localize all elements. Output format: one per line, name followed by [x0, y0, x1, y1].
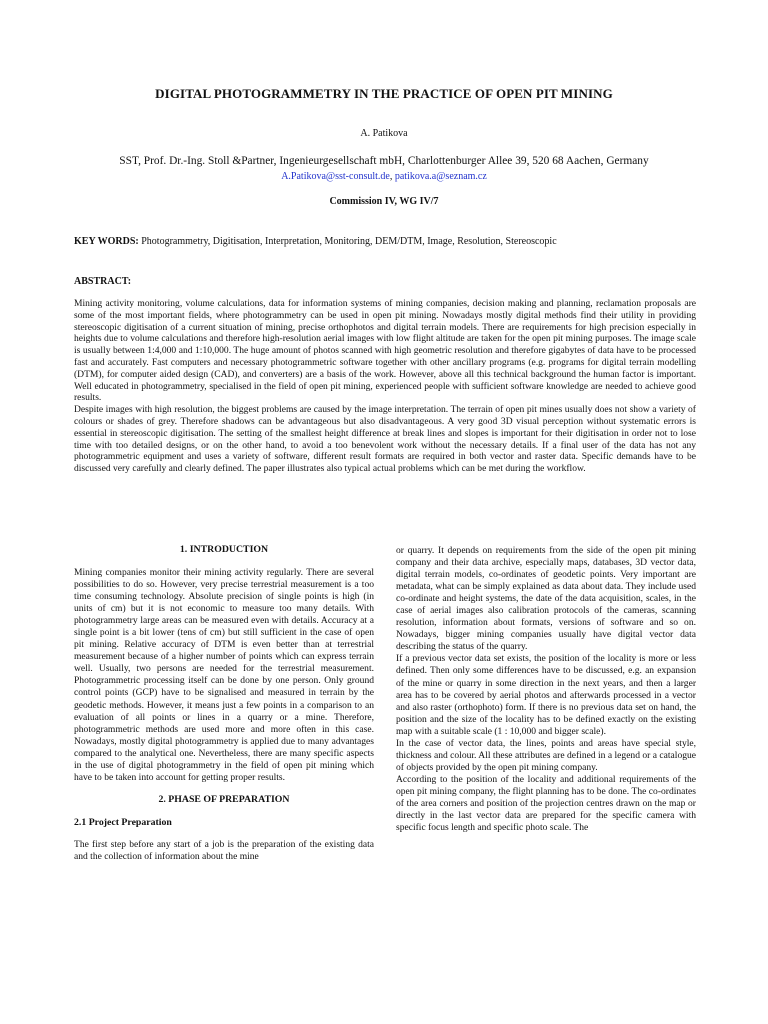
right-paragraph-1: or quarry. It depends on requirements from the side of the open pit mining company and their data archive, especially maps, databases, 3D vector data, digital terrain models, co-ordinates of geodetic points. Very important are metadata, what can be simply explained as data about data. They include used co-ordinate and height systems, the date of the data acquisition, scales, in the case of aerial images also calibration protocols of the cameras, scanning resolution, information about formats, versions of software and so on. Nowadays, bigger mining companies usually have digital vector data describing the status of the quarry. — [396, 545, 696, 653]
abstract-body — [74, 298, 696, 475]
commission-line: Commission IV, WG IV/7 — [329, 196, 439, 207]
keywords-text: Photogrammetry, Digitisation, Interpretation, Monitoring, DEM/DTM, Image, Resolution, Stereoscopic — [138, 236, 557, 247]
paper-title: DIGITAL PHOTOGRAMMETRY IN THE PRACTICE OF OPEN PIT MINING — [155, 86, 613, 101]
abstract-paragraph-2: Despite images with high resolution, the biggest problems are caused by the image interpretation. The terrain of open pit mines usually does not show a variety of colours or shades of grey. Therefore shadows can be advantageous but also disadvantageous. A very good 3D visual perception without systematic errors is essential in stereoscopic digitisation. The setting of the smallest height difference at break lines and slopes is important for their digitisation in order not to lose time with too detailed designs, or on the other hand, to avoid a too benevolent work without the necessary details. If a final user of the data has not any photogrammetric equipment and uses a variety of software, different result formats are required in both vector and raster data. Specific demands have to be discussed very carefully and clearly defined. The paper illustrates also typical actual problems which can be met during the workflow. — [74, 404, 696, 475]
section-2-heading: 2. PHASE OF PREPARATION — [158, 793, 290, 805]
abstract-paragraph-1: Mining activity monitoring, volume calculations, data for information systems of mining companies, decision making and planning, reclamation proposals are some of the most important fields, where photogrammetry can be used in open pit mining. Nowadays mostly digital methods find their utility in providing stereoscopic digitisation of a current situation of mining, precise orthophotos and digital terrain models. There are requirements for high precision especially in heights due to volume calculations and therefore high-resolution aerial images with low flight altitude are taken for the open pit mining purposes. The image scale is usually between 1:4,000 and 1:10,000. The huge amount of photos scanned with high geometric resolution and therefore gigabytes of data have to be processed fast and accurately. Fast computers and necessary photogrammetric software together with other ancillary programs (e.g. programs for digital terrain modelling (DTM), for computer aided design (CAD), and converters) are a basis of the work. However, above all this technical background the human factor is important. Well educated in photogrammetry, specialised in the field of open pit mining, experienced people with sufficient software knowledge are needed to achieve good results. — [74, 298, 696, 404]
section-1-paragraph: Mining companies monitor their mining activity regularly. There are several possibilities to do so. However, very precise terrestrial measurement is a too time consuming technology. Absolute precision of single points is high (in units of cm) but it is not economic to measure too many details. With photogrammetry large areas can be measured even with details. Accuracy at a single point is a bit lower (tens of cm) but still sufficient in the case of open pit mining. Relative accuracy of DTM is even better than at terrestrial measurement because of a higher number of points which can express terrain well. Usually, two persons are needed for the terrestrial measurement. Photogrammetric processing itself can be done by one person. Only ground control points (GCP) have to be signalised and measured in terrain by the geodetic methods. However, it means just a few points in a comparison to an evaluation of all points or lines in a quarry or a mine. Therefore, photogrammetric methods are used more and more often in this case. Nowadays, mostly digital photogrammetry is applied due to many advantages compared to the analytical one. Nevertheless, there are many specific aspects in the use of digital photogrammetry in the field of open pit mining which have to be taken into account for getting proper results. — [74, 567, 374, 783]
keywords-line — [74, 236, 696, 247]
email-link-2[interactable]: patikova.a@seznam.cz — [394, 171, 487, 182]
right-paragraph-2: If a previous vector data set exists, the position of the locality is more or less defined. Then only some differences have to be discussed, e.g. an expansion of the mine or quarry in some direction in the next years, and then a larger area has to be covered by aerial photos and afterwards processed in a vector and also raster (orthophoto) form. If there is no previous data set on hand, the position and the size of the locality has to be defined exactly on the existing map with a suitable scale (1 : 10,000 and bigger scale). — [396, 653, 696, 737]
author-affiliation: SST, Prof. Dr.-Ing. Stoll &Partner, Ingenieurgesellschaft mbH, Charlottenburger Allee 39, 520 68 Aachen, Germany — [119, 155, 649, 167]
abstract-heading: ABSTRACT: — [74, 276, 132, 287]
keywords-label: KEY WORDS: — [74, 236, 139, 247]
section-1-heading: 1. INTRODUCTION — [179, 544, 269, 555]
email-link-1[interactable]: A.Patikova@sst-consult.de — [281, 171, 390, 182]
author-name: A. Patikova — [360, 128, 408, 139]
section-2-1-paragraph: The first step before any start of a job is the preparation of the existing data and the collection of information about the mine — [74, 838, 374, 862]
right-paragraph-4: According to the position of the locality and additional requirements of the open pit mining company, the flight planning has to be done. The co-ordinates of the area corners and position of the projection centres drawn on the map or directly in the last vector data are prepared for the specific camera with specific focus length and specific photo scale. The — [396, 773, 696, 834]
author-emails — [0, 171, 768, 182]
email-separator: , — [389, 171, 395, 182]
left-column — [74, 543, 374, 863]
right-column — [396, 545, 696, 834]
right-paragraph-3: In the case of vector data, the lines, points and areas have special style, thickness and colour. All these attributes are defined in a legend or a catalogue of objects provided by the open pit mining company. — [396, 737, 696, 773]
section-2-1-heading: 2.1 Project Preparation — [74, 816, 172, 828]
